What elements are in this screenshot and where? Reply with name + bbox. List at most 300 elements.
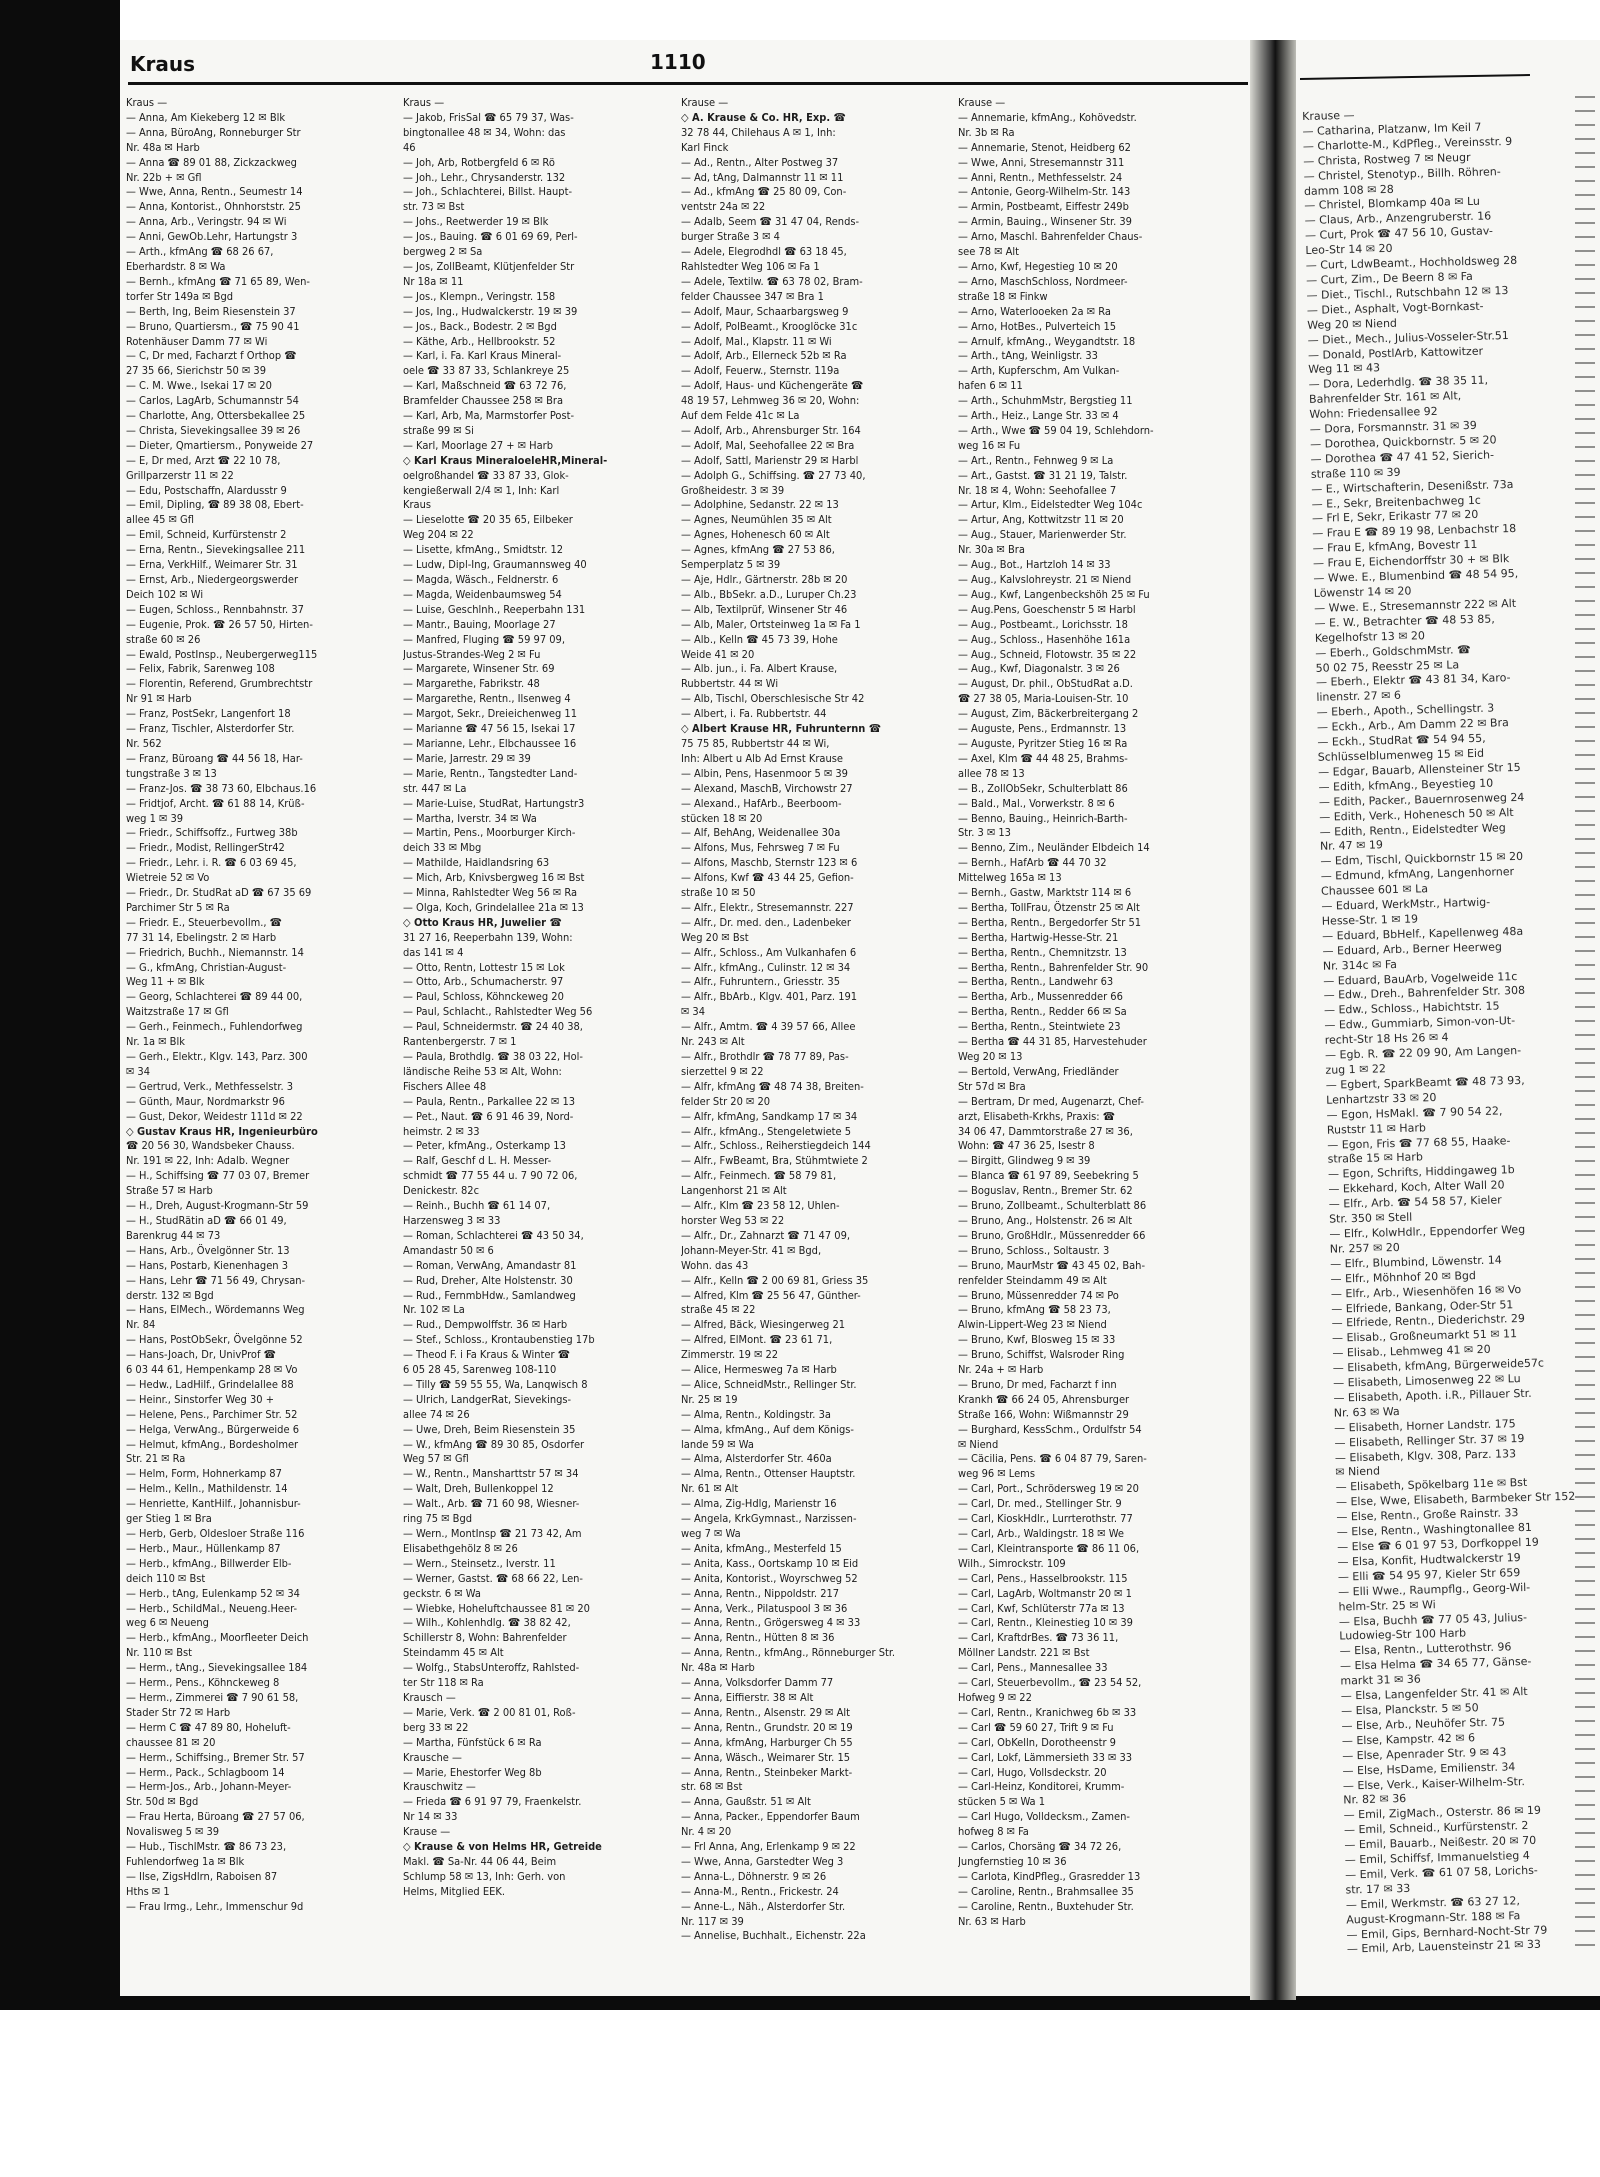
directory-entry-line: — Bruno, Zollbeamt., Schulterblatt 86 (958, 1199, 1147, 1213)
directory-entry-line: — Friedr. E., Steuerbevollm., ☎ (126, 915, 283, 929)
directory-entry-line: Nr. 22b + ✉ Gfl (126, 170, 202, 184)
directory-entry-line: — Curt, Zim., De Beern 8 ✉ Fa (1306, 269, 1473, 287)
directory-entry-line: — Arno, Waterlooeken 2a ✉ Ra (958, 304, 1111, 318)
directory-entry-line: — Friedr., Lehr. i. R. ☎ 6 03 69 45, (126, 856, 297, 870)
directory-entry-line: — Bruno, Quartiersm., ☎ 75 90 41 (126, 319, 300, 333)
directory-entry-line: — Carl, Rentn., Kranichweg 6b ✉ 33 (958, 1705, 1137, 1719)
directory-entry-line: ✉ 34 (681, 1005, 706, 1019)
directory-entry-line: — Egb. R. ☎ 22 09 90, Am Langen- (1324, 1044, 1522, 1062)
directory-entry-line: — Edm, Tischl, Quickbornstr 15 ✉ 20 (1320, 850, 1524, 869)
directory-entry-line: — Bruno, MaurMstr ☎ 43 45 02, Bah- (958, 1258, 1146, 1272)
directory-entry-line: schmidt ☎ 77 55 44 u. 7 90 72 06, (403, 1169, 578, 1183)
directory-entry-line: ter Str 118 ✉ Ra (403, 1676, 484, 1690)
directory-entry-line: Krause — (1302, 108, 1355, 123)
directory-entry-line: — Herm., Pens., Köhnckeweg 8 (126, 1676, 280, 1690)
directory-entry-line: — E. W., Betrachter ☎ 48 53 85, (1314, 612, 1495, 630)
directory-entry-line: Straße 166, Wohn: Wißmannstr 29 (958, 1407, 1129, 1421)
directory-entry-line: — Rud, Dreher, Alte Holstenstr. 30 (403, 1273, 573, 1287)
directory-entry-line: — Adolf, PolBeamt., Krooglöcke 31c (681, 319, 858, 333)
directory-entry-line: oelgroßhandel ☎ 33 87 33, Glok- (403, 468, 569, 482)
directory-entry-line: — Helene, Pens., Parchimer Str. 52 (126, 1407, 298, 1421)
directory-entry-line: — Herb., SchildMal., Neueng.Heer- (126, 1601, 298, 1615)
directory-entry-line: — Elfr., Blumbind, Löwenstr. 14 (1330, 1253, 1502, 1271)
directory-entry-line: — Wiebke, Hoheluftchaussee 81 ✉ 20 (403, 1601, 590, 1615)
directory-entry-line: — Margot, Sekr., Dreieichenweg 11 (403, 707, 578, 721)
directory-entry-line: — Bruno, Schloss., Soltaustr. 3 (958, 1243, 1110, 1257)
directory-entry-line: — Herm., tAng., Sievekingsallee 184 (126, 1661, 308, 1675)
directory-entry-line: — Emil, Schiffsf, Immanuelstieg 4 (1344, 1848, 1530, 1867)
directory-entry-line: — Margarethe, Fabrikstr. 48 (403, 677, 540, 691)
directory-entry-line: — Carlos, LagArb, Schumannstr 54 (126, 394, 299, 408)
directory-entry-line: — Alb., BbSekr. a.D., Luruper Ch.23 (681, 587, 857, 601)
directory-entry-line: ◇ Gustav Kraus HR, Ingenieurbüro (126, 1124, 318, 1138)
directory-entry-line: — Christa, Sievekingsallee 39 ✉ 26 (126, 423, 301, 437)
directory-entry-line: — Albert, i. Fa. Rubbertstr. 44 (681, 707, 827, 721)
directory-entry-line: — Anita, kfmAng., Mesterfeld 15 (681, 1541, 842, 1555)
directory-entry-line: Hths ✉ 1 (126, 1884, 170, 1898)
directory-entry-line: Hesse-Str. 1 ✉ 19 (1321, 912, 1419, 928)
directory-entry-line: — Ewald, PostInsp., Neubergerweg115 (126, 647, 318, 661)
directory-entry-line: — Carl, Rentn., Kleinestieg 10 ✉ 39 (958, 1616, 1133, 1630)
directory-entry-line: str. 17 ✉ 33 (1345, 1881, 1411, 1897)
directory-entry-line: — Gust, Dekor, Weidestr 111d ✉ 22 (126, 1109, 303, 1123)
directory-entry-line: — Franz, PostSekr, Langenfort 18 (126, 707, 291, 721)
directory-entry-line: Weg 57 ✉ Gfl (403, 1452, 469, 1466)
directory-entry-line: Weg 204 ✉ 22 (403, 528, 474, 542)
directory-entry-line: — Carl, Lokf, Lämmersieth 33 ✉ 33 (958, 1750, 1133, 1764)
directory-entry-line: — Edith, Packer., Bauernrosenweg 24 (1318, 790, 1525, 809)
directory-entry-line: — Adele, Textilw. ☎ 63 78 02, Bram- (681, 274, 863, 288)
directory-entry-line: Barenkrug 44 ✉ 73 (126, 1228, 221, 1242)
directory-entry-line: allee 45 ✉ Gfl (126, 513, 194, 527)
directory-entry-line: Nr. 102 ✉ La (403, 1303, 465, 1317)
directory-entry-line: — Charlotte, Ang, Ottersbekallee 25 (126, 409, 306, 423)
directory-entry-line: — C. M. Wwe., Isekai 17 ✉ 20 (126, 379, 272, 393)
directory-entry-line: Jungfernstieg 10 ✉ 36 (958, 1854, 1067, 1868)
directory-entry-line: — Benno, Zim., Neuländer Elbdeich 14 (958, 841, 1150, 855)
directory-entry-line: — Emil, Schneid, Kurfürstenstr 2 (126, 528, 287, 542)
directory-entry-line: — Else, Apenrader Str. 9 ✉ 43 (1342, 1745, 1507, 1763)
directory-entry-line: — Agnes, Neumühlen 35 ✉ Alt (681, 513, 832, 527)
directory-entry-line: Nr. 63 ✉ Harb (958, 1914, 1026, 1928)
directory-entry-line: — Elisabeth, Limosenweg 22 ✉ Lu (1332, 1372, 1521, 1390)
directory-column-2 (403, 96, 675, 1900)
directory-entry-line: — Diet., Mech., Julius-Vosseler-Str.51 (1307, 328, 1509, 347)
directory-entry-line: Bahrenfelder Str. 161 ✉ Alt, (1308, 389, 1462, 407)
directory-entry-line: — Annemarie, kfmAng., Kohövedstr. (958, 110, 1137, 124)
directory-entry-line: — Paul, Schneidermstr. ☎ 24 40 38, (403, 1020, 583, 1034)
directory-entry-line: — Alfred, Bäck, Wiesingerweg 21 (681, 1318, 846, 1332)
directory-entry-line: stücken 18 ✉ 20 (681, 811, 763, 825)
book-spine (1250, 40, 1296, 2000)
directory-entry-line: — Hub., TischlMstr. ☎ 86 73 23, (126, 1840, 287, 1854)
directory-entry-line: — Eduard, Arb., Berner Heerweg (1322, 940, 1503, 958)
directory-entry-line: — Elfriede, Bankang, Oder-Str 51 (1331, 1297, 1514, 1316)
directory-entry-line: — Mathilde, Haidlandsring 63 (403, 856, 550, 870)
directory-entry-line: — Bertha, Rentn., Chemnitzstr. 13 (958, 945, 1127, 959)
directory-entry-line: — Catharina, Platzanw, Im Keil 7 (1302, 120, 1482, 138)
directory-entry-line: — Alf, BehAng, Weidenallee 30a (681, 826, 841, 840)
directory-entry-line: str. 447 ✉ La (403, 781, 467, 795)
directory-entry-line: — Friedrich, Buchh., Niemannstr. 14 (126, 945, 304, 959)
directory-entry-line: — Karl, Moorlage 27 + ✉ Harb (403, 438, 554, 452)
directory-entry-line: — Hans, Lehr ☎ 71 56 49, Chrysan- (126, 1273, 306, 1287)
directory-entry-line: allee 74 ✉ 26 (403, 1407, 470, 1421)
directory-entry-line: — Artur, Klm., Eidelstedter Weg 104c (958, 498, 1143, 512)
directory-entry-line: ◇ Otto Kraus HR, Juwelier ☎ (403, 915, 562, 929)
directory-entry-line: ◇ Albert Krause HR, Fuhrunternn ☎ (681, 722, 882, 736)
directory-entry-line: — Margarethe, Rentn., Ilsenweg 4 (403, 692, 571, 706)
directory-entry-line: helm-Str. 25 ✉ Wi (1338, 1597, 1436, 1614)
directory-entry-line: 50 02 75, Reesstr 25 ✉ La (1315, 657, 1460, 675)
directory-entry-line: straße 99 ✉ Si (403, 423, 474, 437)
directory-entry-line: — Paula, Rentn., Parkallee 22 ✉ 13 (403, 1094, 576, 1108)
directory-entry-line: — Dora, Lederhdlg. ☎ 38 35 11, (1308, 373, 1489, 392)
directory-entry-line: — Herb, Gerb, Oldesloer Straße 116 (126, 1527, 305, 1540)
directory-entry-line: — Elfr., Arb. ☎ 54 58 57, Kieler (1328, 1193, 1502, 1211)
directory-entry-line: Nr. 84 (126, 1318, 156, 1332)
directory-entry-line: linenstr. 27 ✉ 6 (1316, 689, 1402, 705)
directory-entry-line: Krause — (958, 96, 1006, 109)
directory-entry-line: ring 75 ✉ Bgd (403, 1512, 473, 1526)
directory-entry-line: — Bruno, Ang., Holstenstr. 26 ✉ Alt (958, 1213, 1133, 1227)
directory-entry-line: — Emil, Bauarb., Neißestr. 20 ✉ 70 (1344, 1833, 1537, 1852)
directory-entry-line: Krause — (403, 1825, 451, 1839)
directory-entry-line: Nr. 243 ✉ Alt (681, 1035, 745, 1049)
directory-entry-line: — H., Schiffsing ☎ 77 03 07, Bremer (126, 1169, 310, 1183)
directory-entry-line: — Boguslav, Rentn., Bremer Str. 62 (958, 1184, 1133, 1198)
directory-entry-line: 32 78 44, Chilehaus A ✉ 1, Inh: (681, 125, 836, 139)
directory-entry-line: — Bertha, Hartwig-Hesse-Str. 21 (958, 930, 1119, 944)
directory-entry-line: — Alice, SchneidMstr., Rellinger Str. (681, 1377, 857, 1391)
directory-entry-line: Weg 11 + ✉ Blk (126, 975, 205, 989)
directory-entry-line: — Dorothea ☎ 47 41 52, Sierich- (1310, 448, 1495, 466)
directory-entry-line: Schillerstr 8, Wohn: Bahrenfelder (403, 1631, 567, 1645)
directory-entry-line: — Ilse, ZigsHdlrn, Raboisen 87 (126, 1869, 278, 1883)
directory-entry-line: — Dorothea, Quickbornstr. 5 ✉ 20 (1310, 433, 1497, 451)
directory-entry-line: — Martin, Pens., Moorburger Kirch- (403, 826, 576, 840)
directory-entry-line: — Anita, Kass., Oortskamp 10 ✉ Eid (681, 1556, 859, 1570)
directory-entry-line: — Bruno, Schiffst, Walsroder Ring (958, 1348, 1125, 1362)
directory-entry-line: — Ekkehard, Koch, Alter Wall 20 (1328, 1178, 1505, 1196)
directory-entry-line: — Anna, Rentn., Grögersweg 4 ✉ 33 (681, 1616, 861, 1630)
directory-entry-line: — Alb. jun., i. Fa. Albert Krause, (681, 662, 838, 676)
right-page-column (1302, 103, 1600, 1957)
directory-entry-line: — Herm., Zimmerei ☎ 7 90 61 58, (126, 1690, 299, 1704)
directory-entry-line: — Reinh., Buchh ☎ 61 14 07, (403, 1199, 551, 1213)
directory-entry-line: 75 75 85, Rubbertstr 44 ✉ Wi, (681, 736, 830, 750)
directory-entry-line: — Alfr., Dr., Zahnarzt ☎ 71 47 09, (681, 1228, 851, 1242)
directory-entry-line: Nr 18a ✉ 11 (403, 274, 464, 288)
directory-entry-line: — Elisabeth, Klgv. 308, Parz. 133 (1334, 1446, 1517, 1465)
directory-entry-line: — Luise, Geschlnh., Reeperbahn 131 (403, 602, 586, 616)
directory-entry-line: — Bruno, GroßHdlr., Müssenredder 66 (958, 1228, 1146, 1242)
directory-entry-line: — Ad., Rentn., Alter Postweg 37 (681, 155, 839, 169)
directory-entry-line: — Mich, Arb, Knivsbergweg 16 ✉ Bst (403, 871, 585, 885)
directory-entry-line: — Alfr., Fuhruntern., Griesstr. 35 (681, 975, 841, 989)
directory-entry-line: Amandastr 50 ✉ 6 (403, 1243, 494, 1257)
directory-entry-line: — Franz, Büroang ☎ 44 56 18, Har- (126, 751, 303, 765)
directory-entry-line: — Elsa, Planckstr. 5 ✉ 50 (1340, 1701, 1479, 1718)
directory-entry-line: Parchimer Str 5 ✉ Ra (126, 900, 230, 914)
directory-entry-line: — Hans, ElMech., Wördemanns Weg (126, 1303, 305, 1317)
directory-entry-line: — Alfr., Kelln ☎ 2 00 69 81, Griess 35 (681, 1273, 869, 1287)
directory-entry-line: — W., Rentn., Mansharttstr 57 ✉ 34 (403, 1467, 579, 1481)
directory-entry-line: — H., Dreh, August-Krogmann-Str 59 (126, 1199, 309, 1213)
directory-entry-line: — Elsa, Rentn., Lutterothstr. 96 (1339, 1640, 1512, 1658)
directory-entry-line: — Alb, Tischl, Oberschlesische Str 42 (681, 692, 865, 706)
directory-entry-line: Schlüsselblumenweg 15 ✉ Eid (1317, 746, 1485, 764)
directory-entry-line: Wohn: ☎ 47 36 25, Isestr 8 (958, 1139, 1095, 1153)
directory-entry-line: Kraus — (403, 96, 445, 109)
directory-entry-line: — Agnes, Hohenesch 60 ✉ Alt (681, 528, 830, 542)
directory-entry-line: — Roman, Schlachterei ☎ 43 50 34, (403, 1228, 584, 1242)
directory-entry-line: — Else, HsDame, Emilienstr. 34 (1342, 1759, 1516, 1778)
directory-entry-line: — Elisab., Großneumarkt 51 ✉ 11 (1331, 1327, 1518, 1345)
directory-entry-line: arzt, Elisabeth-Krkhs, Praxis: ☎ (958, 1109, 1116, 1123)
directory-entry-line: — Anna, Eiffierstr. 38 ✉ Alt (681, 1690, 814, 1704)
directory-entry-line: — Aug., Schneid, Flotowstr. 35 ✉ 22 (958, 647, 1137, 661)
directory-entry-line: — Arth, Kupferschm, Am Vulkan- (958, 364, 1120, 378)
directory-entry-line: — Elisabeth, Apoth. i.R., Pillauer Str. (1333, 1386, 1532, 1405)
directory-entry-line: — Bald., Mal., Vorwerkstr. 8 ✉ 6 (958, 796, 1115, 810)
directory-entry-line: — W., kfmAng ☎ 89 30 85, Osdorfer (403, 1437, 585, 1451)
directory-entry-line: — Emil, Arb, Lauensteinstr 21 ✉ 33 (1346, 1938, 1542, 1956)
directory-entry-line: — Bertha ☎ 44 31 85, Harvestehuder (958, 1035, 1147, 1049)
directory-entry-line: 46 (403, 140, 416, 154)
directory-entry-line: — Karl, i. Fa. Karl Kraus Mineral- (403, 349, 562, 363)
directory-entry-line: — Marianne, Lehr., Elbchaussee 16 (403, 736, 577, 750)
directory-entry-line: — Walt., Arb. ☎ 71 60 98, Wiesner- (403, 1497, 580, 1511)
directory-entry-line: — Wern., MontInsp ☎ 21 73 42, Am (403, 1527, 582, 1540)
directory-entry-line: — Günth, Maur, Nordmarkstr 96 (126, 1094, 285, 1108)
directory-entry-line: — Berth, Ing, Beim Riesenstein 37 (126, 304, 296, 318)
directory-entry-line: — Anna, Rentn., Hütten 8 ✉ 36 (681, 1631, 835, 1645)
directory-entry-line: — E, Dr med, Arzt ☎ 22 10 78, (126, 453, 281, 467)
directory-entry-line: — Käthe, Arb., Hellbrookstr. 52 (403, 334, 556, 348)
directory-entry-line: Leo-Str 14 ✉ 20 (1305, 241, 1393, 258)
directory-entry-line: Löwenstr 14 ✉ 20 (1313, 584, 1412, 600)
directory-entry-line: — Bruno, Kwf, Blosweg 15 ✉ 33 (958, 1333, 1116, 1347)
directory-entry-line: Nr. 110 ✉ Bst (126, 1646, 193, 1660)
directory-entry-line: recht-Str 18 Hs 26 ✉ 4 (1324, 1030, 1449, 1047)
directory-entry-line: Krankh ☎ 66 24 05, Ahrensburger (958, 1392, 1130, 1406)
directory-entry-line: — Adolf, Haus- und Küchengeräte ☎ (681, 379, 864, 393)
directory-entry-line: — Frau Irmg., Lehr., Immenschur 9d (126, 1899, 304, 1913)
directory-entry-line: deich 33 ✉ Mbg (403, 841, 482, 855)
directory-entry-line: ger Stieg 1 ✉ Bra (126, 1512, 212, 1526)
directory-entry-line: Eberhardstr. 8 ✉ Wa (126, 259, 226, 273)
directory-entry-line: — Hedw., LadHilf., Grindelallee 88 (126, 1377, 294, 1391)
directory-entry-line: 48 19 57, Lehmweg 36 ✉ 20, Wohn: (681, 394, 860, 408)
directory-entry-line: — Eckh., StudRat ☎ 54 94 55, (1317, 731, 1486, 749)
directory-entry-line: — Claus, Arb., Anzengruberstr. 16 (1304, 209, 1492, 228)
directory-entry-line: — Elisab., Lehmweg 41 ✉ 20 (1332, 1342, 1491, 1360)
directory-entry-line: — Gerh., Elektr., Klgv. 143, Parz. 300 (126, 1050, 308, 1063)
directory-entry-line: — Friedr., Modist, RellingerStr42 (126, 841, 285, 855)
directory-entry-line: — Jos., Klempn., Veringstr. 158 (403, 289, 556, 303)
directory-entry-line: — Ludw, Dipl-Ing, Graumannsweg 40 (403, 558, 587, 572)
directory-entry-line: — Elsa, Buchh ☎ 77 05 43, Julius- (1338, 1610, 1528, 1629)
directory-entry-line: — Edw., Schloss., Habichtstr. 15 (1323, 999, 1500, 1018)
directory-entry-line: — Emil, Werkmstr. ☎ 63 27 12, (1345, 1893, 1521, 1912)
directory-entry-line: Rubbertstr. 44 ✉ Wi (681, 677, 779, 691)
directory-entry-line: — Herb., kfmAng., Billwerder Elb- (126, 1556, 292, 1570)
directory-entry-line: Ludowieg-Str 100 Harb (1339, 1626, 1467, 1643)
directory-entry-line: felder Chaussee 347 ✉ Bra 1 (681, 289, 824, 303)
directory-entry-line: — Wwe. E., Stresemannstr 222 ✉ Alt (1314, 596, 1517, 615)
directory-entry-line: — Anna, Kontorist., Ohnhorststr. 25 (126, 200, 301, 214)
directory-entry-line: — E., Sekr, Breitenbachweg 1c (1311, 493, 1482, 511)
directory-entry-line: Weg 20 ✉ Niend (1307, 316, 1398, 332)
directory-entry-line: — Carl, KioskHdlr., Lurrterothstr. 77 (958, 1512, 1133, 1526)
directory-entry-line: — Adolf, Mal, Seehofallee 22 ✉ Bra (681, 438, 855, 452)
directory-entry-line: — Carl Hugo, Volldecksm., Zamen- (958, 1810, 1130, 1824)
directory-entry-line: — Christa, Rostweg 7 ✉ Neugr (1303, 150, 1471, 168)
directory-entry-line: str. 68 ✉ Bst (681, 1780, 743, 1794)
directory-entry-line: — Hans-Joach, Dr, UnivProf ☎ (126, 1348, 276, 1362)
directory-entry-line: — Eugen, Schloss., Rennbahnstr. 37 (126, 602, 304, 616)
directory-entry-line: — Anna, Arb., Veringstr. 94 ✉ Wi (126, 215, 287, 229)
directory-entry-line: — Florentin, Referend, Grumbrechtstr (126, 677, 313, 691)
directory-entry-line: Nr. 47 ✉ 19 (1319, 838, 1384, 854)
directory-entry-line: — Marie-Luise, StudRat, Hartungstr3 (403, 796, 585, 810)
directory-entry-line: Nr. 82 ✉ 36 (1343, 1792, 1407, 1807)
directory-entry-line: weg 6 ✉ Neueng (126, 1616, 209, 1630)
directory-entry-line: sierzettel 9 ✉ 22 (681, 1064, 764, 1078)
directory-entry-line: — Curt, Prok ☎ 47 56 10, Gustav- (1304, 224, 1494, 243)
directory-entry-line: — Marie, Verk. ☎ 2 00 81 01, Roß- (403, 1705, 576, 1719)
directory-entry-line: — Aug., Bot., Hartzloh 14 ✉ 33 (958, 558, 1111, 572)
directory-entry-line: — Emil, Schneid., Kurfürstenstr. 2 (1343, 1819, 1529, 1837)
directory-entry-line: — Emil, ZigMach., Osterstr. 86 ✉ 19 (1343, 1803, 1542, 1822)
directory-entry-line: 6 05 28 45, Sarenweg 108-110 (403, 1363, 557, 1377)
directory-entry-line: ländische Reihe 53 ✉ Alt, Wohn: (403, 1064, 562, 1078)
directory-entry-line: — Anna, Wäsch., Weimarer Str. 15 (681, 1750, 851, 1764)
directory-entry-line: — Anna-L., Döhnerstr. 9 ✉ 26 (681, 1869, 827, 1883)
directory-entry-line: — Bernh., Gastw, Marktstr 114 ✉ 6 (958, 886, 1132, 900)
directory-entry-line: — Anna, Volksdorfer Damm 77 (681, 1676, 834, 1690)
directory-entry-line: berg 33 ✉ 22 (403, 1720, 469, 1734)
directory-entry-line: — Adolphine, Sedanstr. 22 ✉ 13 (681, 498, 839, 512)
directory-entry-line: — Joh, Arb, Rotbergfeld 6 ✉ Rö (403, 155, 555, 169)
directory-entry-line: — B., ZollObSekr, Schulterblatt 86 (958, 781, 1128, 795)
directory-entry-line: — Art., Rentn., Fehnweg 9 ✉ La (958, 453, 1114, 467)
directory-entry-line: — Edw., Dreh., Bahrenfelder Str. 308 (1323, 984, 1526, 1003)
directory-entry-line: — Walt, Dreh, Bullenkoppel 12 (403, 1482, 554, 1496)
directory-entry-line: — Elli ☎ 54 95 97, Kieler Str 659 (1337, 1565, 1521, 1584)
directory-entry-line: — Auguste, Pyritzer Stieg 16 ✉ Ra (958, 736, 1128, 750)
directory-entry-line: — Uwe, Dreh, Beim Riesenstein 35 (403, 1422, 576, 1436)
directory-entry-line: kengießerwall 2/4 ✉ 1, Inh: Karl (403, 483, 560, 497)
directory-entry-line: renfelder Steindamm 49 ✉ Alt (958, 1273, 1107, 1287)
directory-entry-line: — Martha, Iverstr. 34 ✉ Wa (403, 811, 537, 825)
directory-entry-line: — Adolph G., Schiffsing. ☎ 27 73 40, (681, 468, 866, 482)
directory-entry-line: Inh: Albert u Alb Ad Ernst Krause (681, 751, 843, 765)
directory-entry-line: allee 78 ✉ 13 (958, 766, 1025, 780)
directory-entry-line: — Alma, Zig-Hdlg, Marienstr 16 (681, 1497, 837, 1511)
directory-entry-line: — Charlotte-M., KdPfleg., Vereinsstr. 9 (1302, 134, 1513, 153)
directory-entry-line: — Karl, Maßschneid ☎ 63 72 76, (403, 379, 567, 393)
directory-entry-line: — Carl, Hugo, Vollsdeckstr. 20 (958, 1765, 1107, 1779)
directory-entry-line: — Manfred, Fluging ☎ 59 97 09, (403, 632, 565, 646)
directory-entry-line: — Anna, Gaußstr. 51 ✉ Alt (681, 1795, 811, 1809)
directory-entry-line: — Heinr., Sinstorfer Weg 30 + (126, 1392, 275, 1406)
directory-entry-line: — Anna, Rentn., Grundstr. 20 ✉ 19 (681, 1720, 853, 1734)
directory-entry-line: August-Krogmann-Str. 188 ✉ Fa (1346, 1908, 1521, 1927)
directory-entry-line: — Carl, Dr. med., Stellinger Str. 9 (958, 1497, 1122, 1511)
directory-entry-line: — Ad, tAng, Dalmannstr 11 ✉ 11 (681, 170, 844, 184)
directory-entry-line: — Ralf, Geschf d L. H. Messer- (403, 1154, 552, 1168)
directory-entry-line: — Lieselotte ☎ 20 35 65, Eilbeker (403, 513, 573, 527)
directory-entry-line: oele ☎ 33 87 33, Schlankreye 25 (403, 364, 570, 378)
directory-entry-line: Rantenbergerstr. 7 ✉ 1 (403, 1035, 517, 1049)
directory-entry-line: weg 7 ✉ Wa (681, 1527, 741, 1540)
directory-entry-line: — Dora, Forsmannstr. 31 ✉ 39 (1309, 418, 1477, 436)
directory-entry-line: — Adolf, Arb., Ellerneck 52b ✉ Ra (681, 349, 847, 363)
directory-entry-line: — Armin, Bauing., Winsener Str. 39 (958, 215, 1132, 229)
directory-entry-line: Nr. 191 ✉ 22, Inh: Adalb. Wegner (126, 1154, 290, 1168)
directory-entry-line: — Arno, Kwf, Hegestieg 10 ✉ 20 (958, 259, 1118, 273)
directory-entry-line: burger Straße 3 ✉ 4 (681, 230, 780, 244)
directory-entry-line: ◇ A. Krause & Co. HR, Exp. ☎ (681, 110, 846, 124)
directory-entry-line: — Frau E, Eichendorffstr 30 + ✉ Blk (1312, 552, 1510, 571)
directory-entry-line: — Herm., Pack., Schlagboom 14 (126, 1765, 285, 1779)
directory-entry-line: Weg 20 ✉ Bst (681, 930, 749, 944)
directory-entry-line: Helms, Mitglied EEK. (403, 1884, 505, 1898)
directory-entry-line: — Caroline, Rentn., Buxtehuder Str. (958, 1899, 1134, 1913)
directory-entry-line: — Elisabeth, Spökelbarg 11e ✉ Bst (1335, 1476, 1528, 1494)
directory-entry-line: Justus-Strandes-Weg 2 ✉ Fu (403, 647, 541, 661)
directory-entry-line: 27 35 66, Sierichstr 50 ✉ 39 (126, 364, 266, 378)
directory-entry-line: — Hans, PostObSekr, Övelgönne 52 (126, 1333, 303, 1347)
directory-entry-line: straße 45 ✉ 22 (681, 1303, 756, 1317)
directory-entry-line: Fischers Allee 48 (403, 1079, 487, 1093)
directory-entry-line: — Anne-L., Näh., Alsterdorfer Str. (681, 1899, 846, 1913)
directory-entry-line: str. 73 ✉ Bst (403, 200, 465, 214)
directory-entry-line: Lenhartzstr 33 ✉ 20 (1326, 1090, 1437, 1107)
directory-entry-line: — Artur, Ang, Kottwitzstr 11 ✉ 20 (958, 513, 1124, 527)
directory-entry-line: — Olga, Koch, Grindelallee 21a ✉ 13 (403, 900, 584, 914)
directory-entry-line: — Eberh., Apoth., Schellingstr. 3 (1316, 701, 1495, 720)
directory-entry-line: — Arth., SchuhmMstr, Bergstieg 11 (958, 394, 1133, 408)
directory-entry-line: Steindamm 45 ✉ Alt (403, 1646, 504, 1660)
directory-entry-line: Krausch — (403, 1690, 456, 1704)
directory-entry-line: — Arno, MaschSchloss, Nordmeer- (958, 274, 1128, 288)
directory-entry-line: ☎ 27 38 05, Maria-Louisen-Str. 10 (958, 692, 1129, 706)
directory-entry-line: Krauschwitz — (403, 1780, 476, 1794)
directory-entry-line: horster Weg 53 ✉ 22 (681, 1213, 785, 1227)
directory-entry-line: Zimmerstr. 19 ✉ 22 (681, 1348, 779, 1362)
directory-entry-line: Schlump 58 ✉ 13, Inh: Gerh. von (403, 1869, 566, 1883)
directory-entry-line: — Alfr., Schloss., Reiherstiegdeich 144 (681, 1139, 871, 1153)
directory-entry-line: — Alfr., kfmAng., Culinstr. 12 ✉ 34 (681, 960, 851, 974)
directory-entry-line: — Ulrich, LandgerRat, Sievekings- (403, 1392, 572, 1406)
directory-entry-line: — Herb., Maur., Hüllenkamp 87 (126, 1541, 281, 1555)
directory-entry-line: — Alice, Hermesweg 7a ✉ Harb (681, 1363, 837, 1377)
directory-entry-line: — Annelise, Buchhalt., Eichenstr. 22a (681, 1929, 866, 1943)
directory-entry-line: Krause — (681, 96, 729, 109)
directory-entry-line: — Armin, Postbeamt, Eiffestr 249b (958, 200, 1129, 214)
directory-entry-line: — Alexand., HafArb., Beerboom- (681, 796, 842, 810)
directory-column-3 (681, 96, 953, 1944)
directory-entry-line: — Anna, BüroAng, Ronneburger Str (126, 125, 301, 139)
directory-entry-line: Kraus — (126, 96, 168, 109)
directory-entry-line: — Anna, kfmAng, Harburger Ch 55 (681, 1735, 853, 1749)
directory-entry-line: — Alfr., Elektr., Stresemannstr. 227 (681, 900, 854, 914)
directory-entry-line: — Magda, Wäsch., Feldnerstr. 6 (403, 573, 559, 586)
directory-entry-line: — Marianne ☎ 47 56 15, Isekai 17 (403, 722, 576, 736)
